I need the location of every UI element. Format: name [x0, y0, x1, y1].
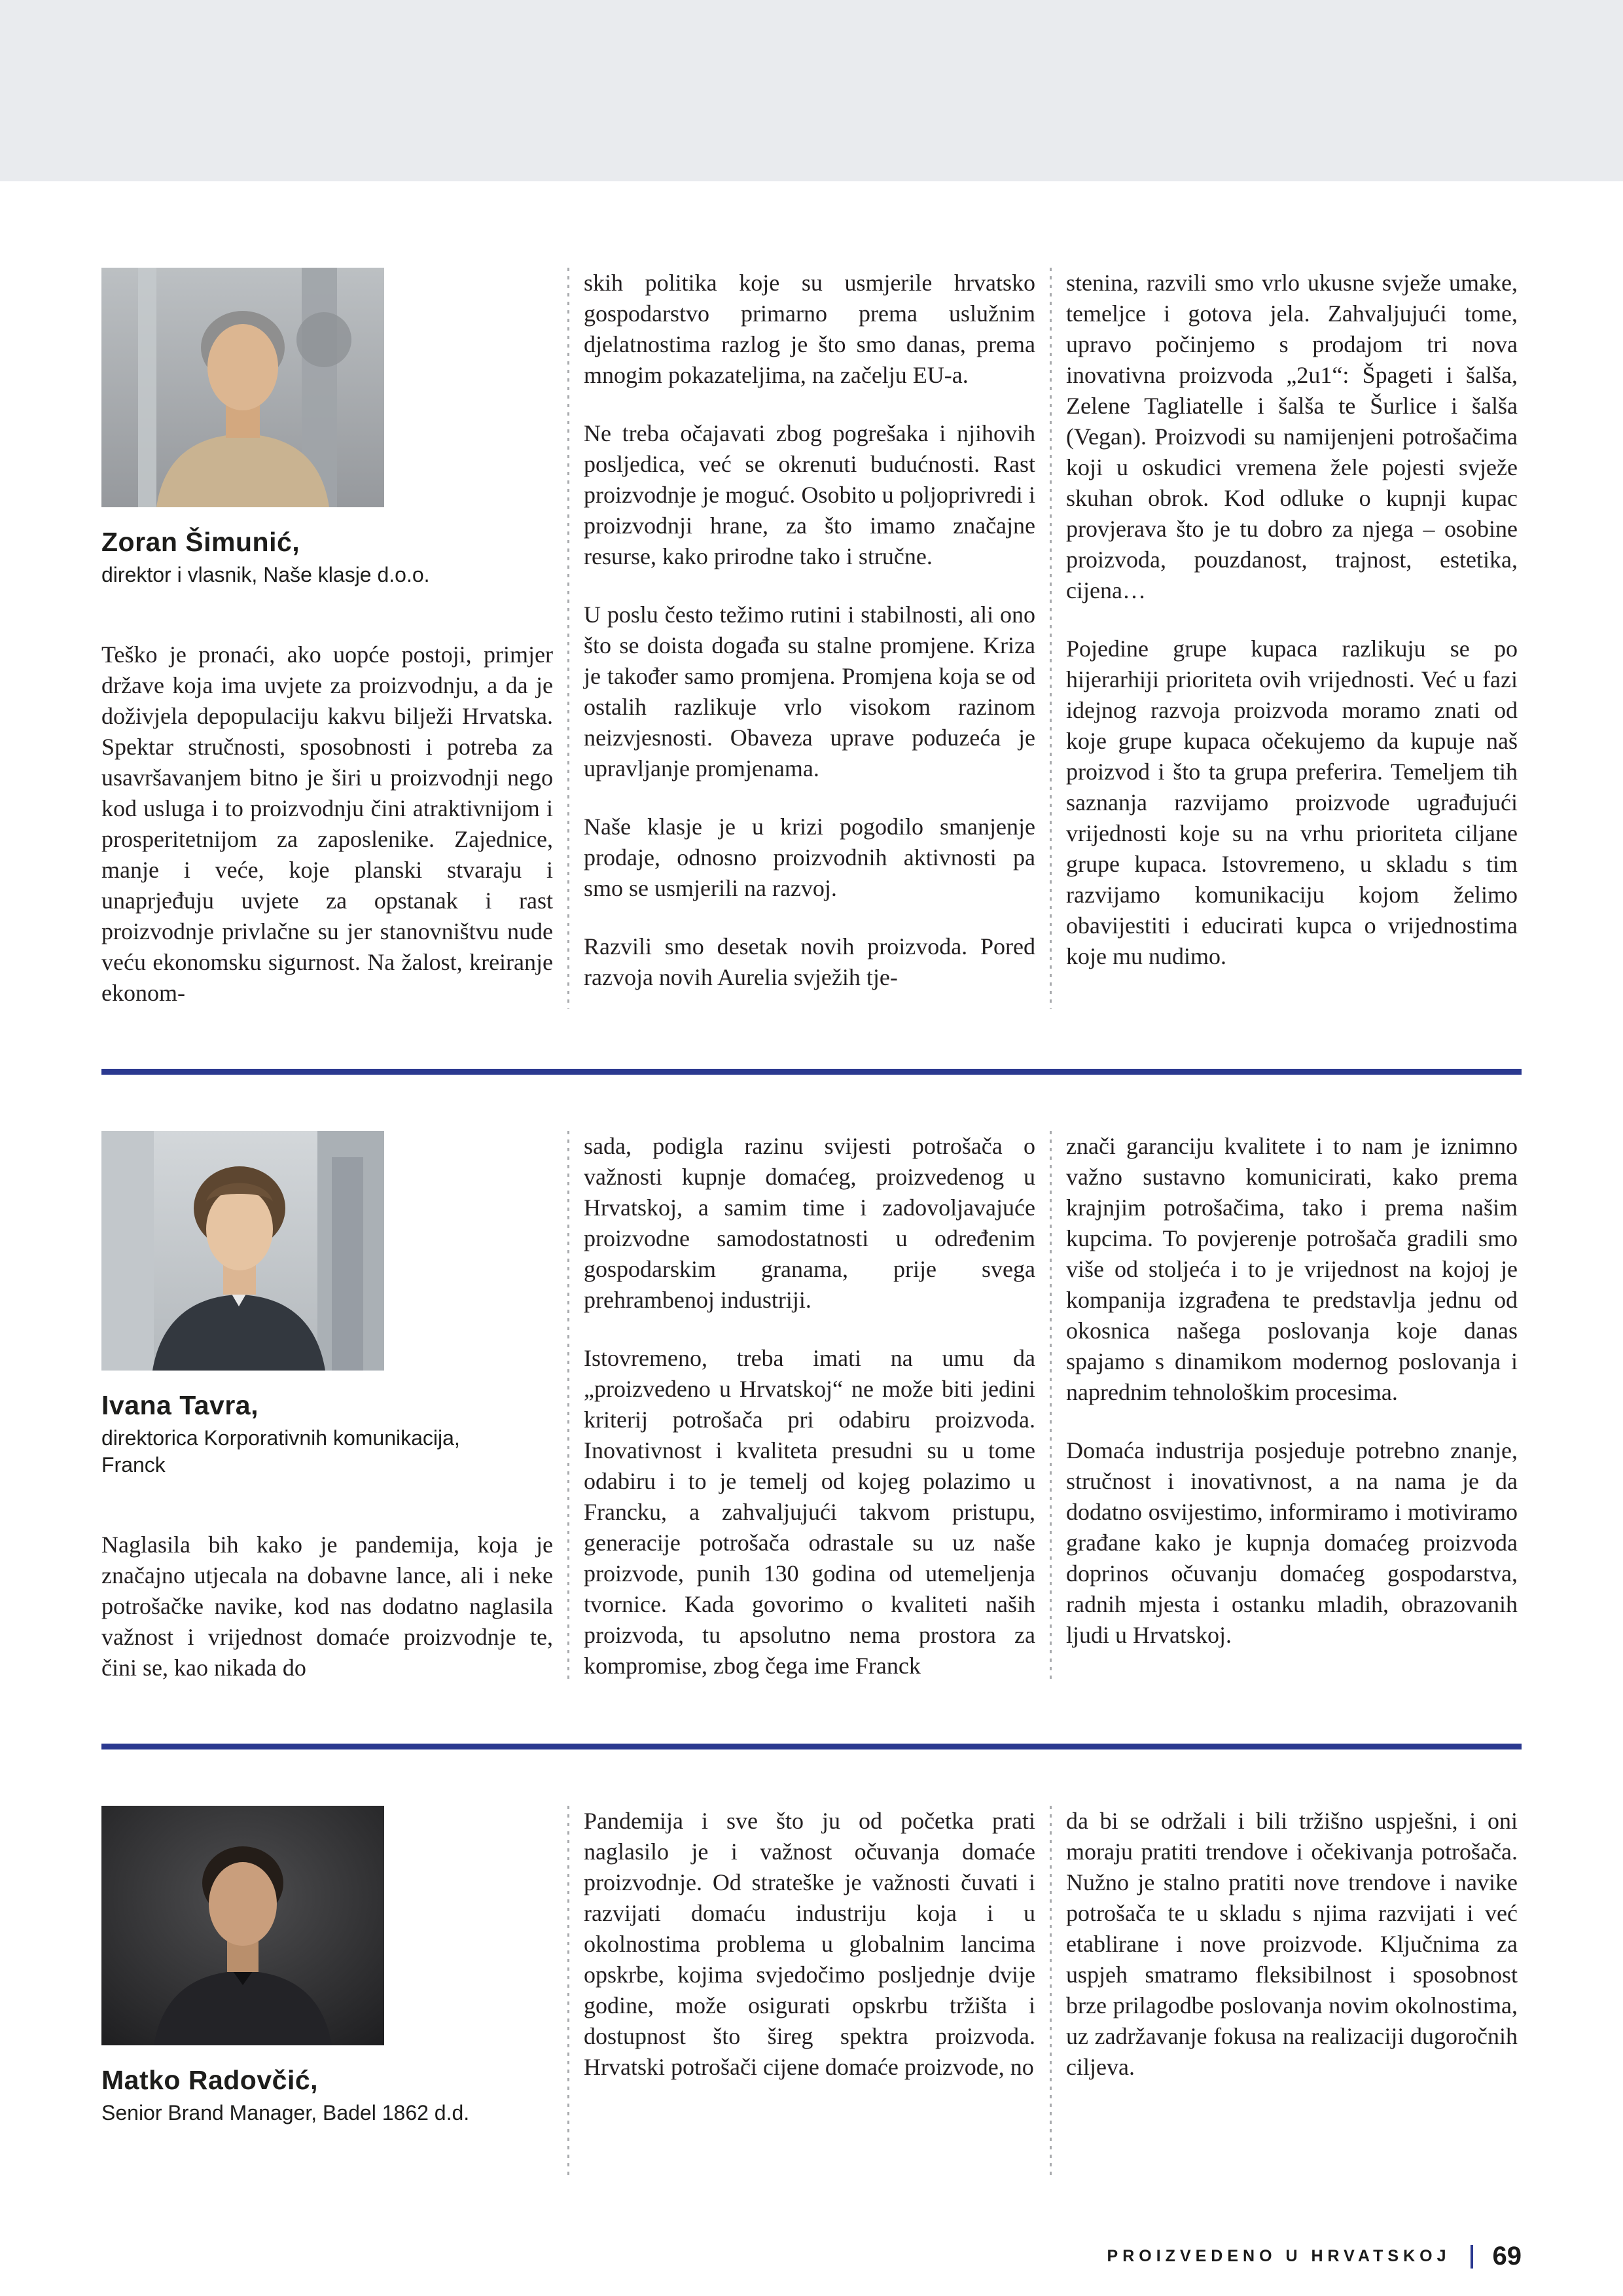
article-column-right — [1066, 1131, 1518, 1683]
article-column-right — [1066, 1806, 1518, 2178]
article-column-middle — [584, 1806, 1035, 2178]
article-column-middle — [584, 1131, 1035, 1683]
paragraph: stenina, razvili smo vrlo ukusne svježe umake, temeljce i gotova jela. Zahvaljujući tome, upravo počinjemo s prodajom tri nova inovativna proizvoda „2u1“: Špageti i šalša, Zelene Tagliatelle i šalša te Šurlice i šalša (Vegan). Proizvodi su namijenjeni potrošačima koji u oskudici vremena žele pojesti svježe skuhan obrok. Kod odluke o kupnji kupac provjerava što je tu dobro za njega – osobine proizvoda, pouzdanost, trajnost, estetika, cijena… — [1066, 270, 1518, 603]
paragraph: U poslu često težimo rutini i stabilnosti, ali ono što se doista događa su stalne promjene. Kriza je također samo promjena. Promjena koja se od ostalih razlikuje vrlo visokom razinom neizvjesnosti. Obaveza uprave poduzeća je upravljanje promjenama. — [584, 601, 1035, 781]
column-divider — [567, 1806, 569, 2178]
portrait-photo-zoran-simunic — [101, 268, 384, 507]
footer-label: PROIZVEDENO U HRVATSKOJ — [1107, 2247, 1451, 2265]
page-content — [0, 181, 1623, 2178]
profile-section-matko-radovcic — [101, 1806, 1522, 2178]
profile-section-zoran-simunic — [101, 268, 1522, 1009]
paragraph: Naglasila bih kako je pandemija, koja je značajno utjecala na dobavne lance, ali i neke potrošačke navike, kod nas dodatno naglasila važnost i vrijednost domaće proizvodnje te, čini se, kao nikada do — [101, 1532, 553, 1681]
top-band — [0, 0, 1623, 181]
paragraph: sada, podigla razinu svijesti potrošača o važnosti kupnje domaćeg, proizvedenog u Hrvatskoj, a samim time i zadovoljavajuće proizvodne samodostatnosti u određenim gospodarskim granama, prije svega prehrambenoj industriji. — [584, 1133, 1035, 1314]
article-column-middle — [584, 268, 1035, 1009]
left-column — [101, 268, 553, 1009]
left-column — [101, 1131, 553, 1683]
person-title: Senior Brand Manager, Badel 1862 d.d. — [101, 2101, 470, 2125]
footer-separator — [1471, 2245, 1473, 2269]
column-divider — [1050, 1806, 1052, 2178]
paragraph: Ne treba očajavati zbog pogrešaka i njihovih posljedica, već se okrenuti budućnosti. Rast proizvodnje je moguć. Osobito u poljoprivredi i proizvodnji hrane, za što imamo značajne resurse, kako prirodne tako i stručne. — [584, 420, 1035, 569]
article-column-left — [101, 1530, 553, 1683]
column-divider — [567, 1131, 569, 1683]
left-column — [101, 1806, 553, 2178]
person-name: Matko Radovčić, — [101, 2065, 319, 2096]
portrait-photo-ivana-tavra — [101, 1131, 384, 1371]
column-divider — [1050, 1131, 1052, 1683]
column-divider — [567, 268, 569, 1009]
paragraph: skih politika koje su usmjerile hrvatsko gospodarstvo primarno prema uslužnim djelatnostima razlog je što smo danas, prema mnogim pokazateljima, na začelju EU-a. — [584, 270, 1035, 388]
paragraph: Naše klasje je u krizi pogodilo smanjenje prodaje, odnosno proizvodnih aktivnosti pa smo se usmjerili na razvoj. — [584, 814, 1035, 901]
page-number: 69 — [1492, 2242, 1522, 2270]
paragraph: Pojedine grupe kupaca razlikuju se po hijerarhiji prioriteta ovih vrijednosti. Već u fazi idejnog razvoja proizvoda moramo znati od koje grupe kupaca očekujemo da kupuje naš proizvod i što ta grupa preferira. Temeljem tih saznanja razvijamo proizvode ugrađujući vrijednosti koje su na vrhu prioriteta ciljane grupe kupaca. Istovremeno, u skladu s tim razvijamo komunikaciju kojom želimo obavijestiti i educirati kupca o vrijednostima koje mu nudimo. — [1066, 636, 1518, 969]
person-title: direktor i vlasnik, Naše klasje d.o.o. — [101, 563, 430, 587]
paragraph: da bi se održali i bili tržišno uspješni, i oni moraju pratiti trendove i očekivanja potrošača. Nužno je stalno pratiti nove trendove i navike potrošača te u skladu s njima razvijati i već etablirane i nove proizvode. Ključnima za uspjeh smatramo fleksibilnost i sposobnost brze prilagodbe poslovanja novim okolnostima, uz zadržavanje fokusa na realizaciji dugoročnih ciljeva. — [1066, 1808, 1518, 2081]
portrait-photo-matko-radovcic — [101, 1806, 384, 2045]
portrait-woman-illustration — [101, 1131, 384, 1371]
paragraph: Pandemija i sve što ju od početka prati naglasilo je i važnost očuvanja domaće proizvodnje. Od strateške je važnosti čuvati i razvijati domaću industriju koja i u okolnostima problema u globalnim lancima opskrbe, kojima svjedočimo posljednje dvije godine, može osigurati opskrbu tržišta i dostupnost što šireg spektra proizvoda. Hrvatski potrošači cijene domaće proizvode, no — [584, 1808, 1035, 2081]
paragraph: Razvili smo desetak novih proizvoda. Pored razvoja novih Aurelia svježih tje- — [584, 933, 1035, 990]
section-divider — [101, 1069, 1522, 1075]
profile-section-ivana-tavra — [101, 1131, 1522, 1683]
section-divider — [101, 1744, 1522, 1749]
paragraph: znači garanciju kvalitete i to nam je iznimno važno sustavno komunicirati, kako prema krajnjim potrošačima, tako i prema našim kupcima. To povjerenje potrošača gradili smo više od stoljeća i to je vrijednost na kojoj je kompanija izgrađena te predstavlja jednu od okosnica našega poslovanja koje danas spajamo s dinamikom modernog poslovanja i naprednim tehnološkim procesima. — [1066, 1133, 1518, 1406]
paragraph: Teško je pronaći, ako uopće postoji, primjer države koja ima uvjete za proizvodnju, a da je doživjela depopulaciju kakvu bilježi Hrvatska. Spektar stručnosti, sposobnosti i potreba za usavršavanjem bitno je širi u proizvodnji nego kod usluga i to proizvodnju čini atraktivnijom i prosperitetnijom za zaposlenike. Zajednice, manje i veće, koje planski stvaraju i unaprjeđuju uvjete za opstanak i rast proizvodnje privlačne su jer stanovništvu nude veću ekonomsku sigurnost. Na žalost, kreiranje ekonom- — [101, 641, 553, 1007]
article-column-left — [101, 639, 553, 1009]
person-title: direktorica Korporativnih komunikacija, Franck — [101, 1426, 460, 1477]
article-column-right — [1066, 268, 1518, 1009]
person-name: Ivana Tavra, — [101, 1390, 259, 1421]
portrait-man-dark-illustration — [101, 1806, 384, 2045]
paragraph: Domaća industrija posjeduje potrebno znanje, stručnost i inovativnost, a na nama je da dodatno osvijestimo, informiramo i motiviramo građane kako je kupnja domaćeg proizvoda doprinos očuvanju domaćeg gospodarstva, radnih mjesta i ostanku mladih, obrazovanih ljudi u Hrvatskoj. — [1066, 1437, 1518, 1649]
paragraph: Istovremeno, treba imati na umu da „proizvedeno u Hrvatskoj“ ne može biti jedini kriterij potrošača pri odabiru proizvoda. Inovativnost i kvaliteta presudni su u tome odabiru i to je temelj od kojeg polazimo u Francku, a zahvaljujući takvom pristupu, generacije potrošača odrastale su uz naše proizvode, punih 130 godina od utemeljenja tvornice. Kada govorimo o kvaliteti naših proizvoda, tu apsolutno nema prostora za kompromise, zbog čega ime Franck — [584, 1345, 1035, 1679]
footer — [1107, 2242, 1522, 2271]
column-divider — [1050, 268, 1052, 1009]
portrait-man-illustration — [101, 268, 384, 507]
person-name: Zoran Šimunić, — [101, 527, 300, 557]
